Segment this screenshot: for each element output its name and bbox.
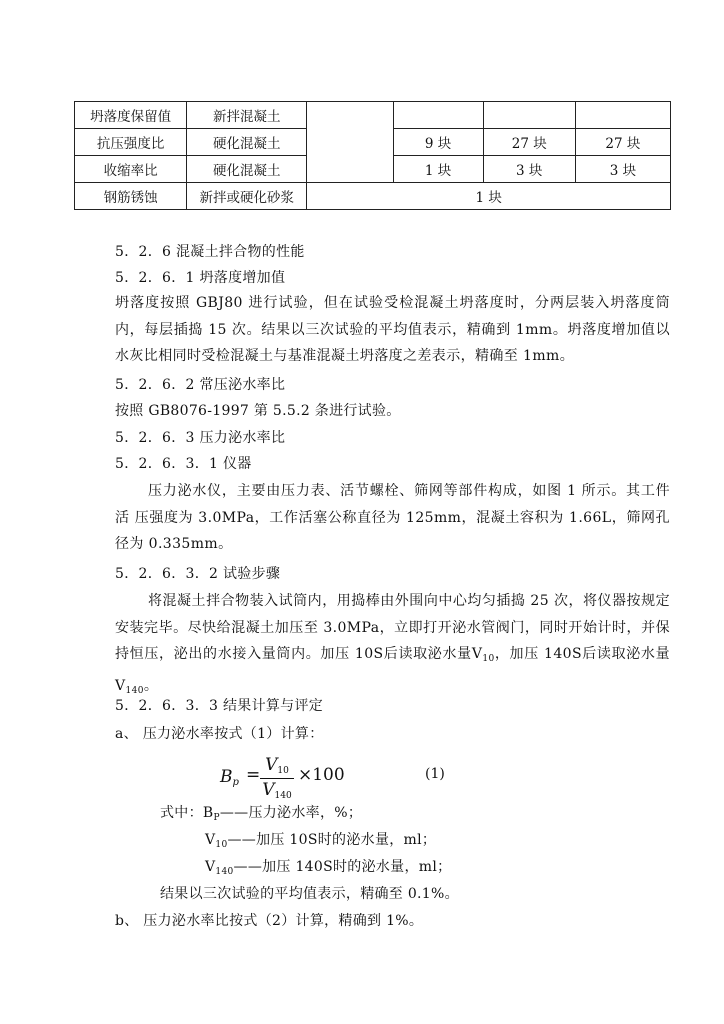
paragraph-slump: 坍落度按照 GBJ80 进行试验，但在试验受检混凝土坍落度时，分两层装入坍落度筒内，每层插捣 15 次。结果以三次试验的平均值表示，精确到 1mm。坍落度增加值以水灰比相同时受检混凝土与基准混凝土坍落度之差表示，精确至 1mm。 bbox=[115, 295, 670, 364]
table-row bbox=[75, 183, 671, 210]
section-heading: 5．2．6．1 坍落度增加值 bbox=[115, 270, 286, 286]
specimen-table bbox=[74, 101, 671, 210]
where-line bbox=[205, 830, 436, 855]
formula-symbol: V bbox=[262, 780, 275, 800]
list-item-b: b、 压力泌水率比按式（2）计算，精确到 1%。 bbox=[115, 913, 424, 929]
subscript: p bbox=[232, 777, 239, 788]
formula-numerator bbox=[260, 755, 294, 777]
table-cell: 坍落度保留值 bbox=[75, 102, 187, 129]
text-run: V bbox=[205, 859, 216, 875]
table-cell: 3 块 bbox=[483, 156, 575, 183]
table-cell-span: 1 块 bbox=[307, 183, 671, 210]
text-run: 。 bbox=[143, 677, 159, 694]
formula-symbol: V bbox=[265, 755, 278, 775]
table-row bbox=[75, 102, 671, 129]
table-cell: 27 块 bbox=[575, 129, 670, 156]
text-run: 将混凝土拌合物装入试筒内，用捣棒由外围向中心均匀插捣 25 次，将仪器按规定安装完毕。尽快给混凝土加压至 3.0MPa，立即打开泌水管阀门，同时开始计时，并保持恒压，泌出的水接入量筒内。加压 10S后读取泌水量V bbox=[115, 593, 670, 662]
list-item-a: a、 压力泌水率按式（1）计算： bbox=[115, 726, 324, 742]
table-cell: 新拌混凝土 bbox=[187, 102, 307, 129]
paragraph-bleed: 按照 GB8076-1997 第 5.5.2 条进行试验。 bbox=[115, 403, 401, 419]
table-cell: 1 块 bbox=[393, 156, 483, 183]
table-cell bbox=[575, 102, 670, 129]
subscript: 140 bbox=[125, 685, 144, 696]
text-run: V bbox=[205, 832, 216, 848]
subscript: 140 bbox=[215, 867, 234, 877]
section-heading: 5．2．6 混凝土拌合物的性能 bbox=[115, 244, 305, 260]
text-run: ，加压 140S后读取泌水量V bbox=[115, 646, 670, 694]
text-run: ——压力泌水率，%； bbox=[219, 805, 363, 821]
formula-equals: = bbox=[246, 765, 261, 785]
table-cell: 3 块 bbox=[575, 156, 670, 183]
formula-lhs bbox=[220, 767, 239, 788]
section-heading: 5．2．6．3．3 结果计算与评定 bbox=[115, 698, 324, 714]
text-run: ——加压 10S时的泌水量，ml； bbox=[227, 832, 437, 848]
where-line bbox=[160, 803, 362, 828]
table-cell: 硬化混凝土 bbox=[187, 156, 307, 183]
result-note: 结果以三次试验的平均值表示，精确至 0.1%。 bbox=[160, 886, 459, 902]
text-run: ——加压 140S时的泌水量，ml； bbox=[233, 859, 452, 875]
subscript: 10 bbox=[277, 766, 289, 776]
subscript: P bbox=[213, 813, 220, 823]
table-cell: 抗压强度比 bbox=[75, 129, 187, 156]
subscript: 140 bbox=[274, 791, 292, 801]
formula-denominator bbox=[260, 780, 294, 802]
section-heading: 5．2．6．3．2 试验步骤 bbox=[115, 566, 281, 582]
subscript: 10 bbox=[482, 654, 495, 664]
table-cell bbox=[393, 102, 483, 129]
table-cell: 硬化混凝土 bbox=[187, 129, 307, 156]
table-cell bbox=[483, 102, 575, 129]
paragraph-steps bbox=[115, 588, 670, 704]
paragraph-instrument: 压力泌水仪，主要由压力表、活节螺栓、筛网等部件构成，如图 1 所示。其工件活 压强度为 3.0MPa，工作活塞公称直径为 125mm，混凝土容积为 1.66L，筛网孔径为 0.335mm。 bbox=[115, 483, 670, 552]
formula-symbol: B bbox=[220, 767, 233, 787]
fraction-bar bbox=[260, 778, 294, 779]
formula-number: (1) bbox=[425, 766, 445, 782]
table-cell: 9 块 bbox=[393, 129, 483, 156]
text-run: 式中：B bbox=[160, 805, 214, 821]
subscript: 10 bbox=[215, 840, 228, 850]
section-heading: 5．2．6．3．1 仪器 bbox=[115, 456, 252, 472]
formula-fraction bbox=[260, 755, 294, 802]
table-cell: 钢筋锈蚀 bbox=[75, 183, 187, 210]
table-cell-merged bbox=[307, 102, 393, 183]
table-cell: 新拌或硬化砂浆 bbox=[187, 183, 307, 210]
where-line bbox=[205, 857, 451, 882]
section-heading: 5．2．6．2 常压泌水率比 bbox=[115, 377, 286, 393]
formula-multiplier: ×100 bbox=[298, 765, 345, 785]
section-heading: 5．2．6．3 压力泌水率比 bbox=[115, 430, 286, 446]
table-cell: 收缩率比 bbox=[75, 156, 187, 183]
table-cell: 27 块 bbox=[483, 129, 575, 156]
